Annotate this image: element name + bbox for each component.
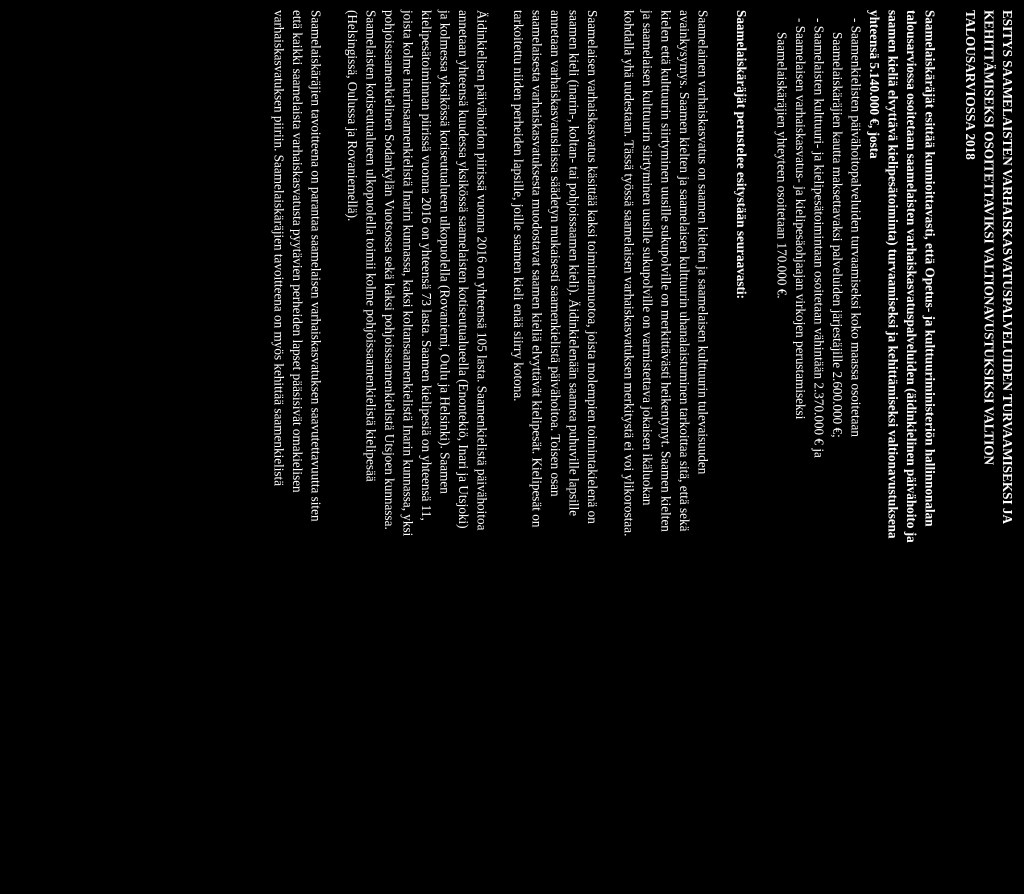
title-line: TALOUSARVIOSSA 2018	[963, 10, 978, 160]
paragraph-line: Äidinkielisen päivähoidon piirissä vuonna 2016 on yhteensä 105 lasta. Saamenkielistä päivähoitoa	[474, 10, 490, 531]
title-line: KEHITTÄMISEKSI OSOITETTAVIKSI VALTIONAVUSTUKSIKSI VALTION	[981, 10, 997, 466]
proposal-line: Saamelaiskäräjät esittää kunnioittavasti, että Opetus- ja kulttuuriministeriön hallinnonalan	[922, 10, 938, 527]
paragraph-line: kielipesätoiminnan piirissä vuonna 2016 on yhteensä 73 lasta. Saamen kielipesiä on yhteensä 11,	[419, 10, 434, 521]
paragraph-line: ja kolmessa yksikössä kotiseutualueen ulkopuolella (Rovaniemi, Oulu ja Helsinki). Saamen	[437, 10, 453, 494]
paragraph-line: annetaan yhteensä kuudessa yksikössä saamelaisten kotiseutualueella (Enontekiö, Inari ja Utsjoki)	[456, 10, 471, 529]
paragraph-line: että kaikki saamelaista varhaiskasvatusta pyytävien perheiden lapset pääsisivät omakielisen	[290, 10, 305, 493]
title-line: ESITYS SAAMELAISTEN VARHAISKASVATUSPALVELUIDEN TURVAAMISEKSI JA	[1000, 10, 1015, 525]
list-item-line: - Saamelaisen varhaiskasvatus- ja kielipesäohjaajan virkojen perustamiseksi	[793, 18, 808, 420]
allocation-list	[772, 10, 865, 890]
paragraph-line: pohjoissaamenkielinen Sodankylän Vuotsossa sekä kaksi pohjoissaamenkielistä Utsjoen kunnassa.	[382, 10, 397, 530]
proposal-line: talousarviossa osoitetaan saamelaisten varhaiskasvatuspalveluiden (äidinkielinen päivähoito ja	[904, 10, 919, 543]
proposal-line: yhteensä 5.140.000 €, josta	[867, 10, 882, 159]
proposal-line: saamen kieliä elvyttävä kielipesätoiminta) turvaamiseksi ja kehittämiseksi valtionavustuksena	[885, 10, 901, 539]
heading-line: Saamelaiskäräjät perustelee esitystään seuraavasti:	[734, 10, 749, 299]
paragraph-line: ja saamelaisen kulttuurin siirtyminen uusille sukupolville on varmistettava jokaisen ikäluokan	[640, 10, 655, 506]
paragraph-line: varhaiskasvatuksen piiriin. Saamelaiskäräjien tavoitteena on myös kehittää saamenkielistä	[271, 10, 287, 487]
paragraph-line: saamelaisesta varhaiskasvatuksesta muodostavat saamen kieliä elvyttävät kielipesät. Kielipesät on	[529, 10, 545, 528]
section-heading	[732, 10, 751, 890]
paragraph-line: avainkysymys. Saamen kielten ja saamelaisen kulttuurin uhanalaistuminen tarkoittaa sitä, että sekä	[677, 10, 692, 532]
paragraph-line: Saamelainen varhaiskasvatus on saamen kielten ja saamelaisen kulttuurin tulevaisuuden	[695, 10, 711, 475]
list-item-line: Saamelaiskäräjien kautta maksettavaksi palveluiden järjestäjille 2.600.000 €;	[830, 32, 845, 438]
body-paragraphs	[269, 10, 712, 890]
list-item-line: - Saamenkielisten päivähoitopalveluiden turvaamiseksi koko maassa osoitetaan	[848, 18, 864, 437]
paragraph-line: tarkoitettu niiden perheiden lapsille, joille saamen kieli enää siirry kotona.	[511, 10, 526, 402]
paragraph-line: annetaan varhaiskasvatuslaissa säädetyn mukaisesti saamenkielistä päivähoitoa. Toisen osan	[548, 10, 563, 497]
paragraph-line: (Helsingissä, Oulussa ja Rovaniemellä).	[345, 10, 360, 222]
paragraph-line: kohdalla yhä uudestaan. Tässä työssä saamelaisen varhaiskasvatuksen merkitystä ei voi ylikorostaa.	[621, 10, 637, 537]
proposal-paragraph	[865, 10, 939, 890]
paragraph-line: saamen kieli (inarin-, koltan- tai pohjoissaamen kieli). Äidinkielenään saamea puhuville lapsille	[566, 10, 582, 517]
paragraph-line: Saamelaisen varhaiskasvatus käsittää kaksi toimintamuotoa, joista molempien toimintakielenä on	[585, 10, 600, 524]
paragraph-line: Saamelaiskäräjien tavoitteena on parantaa saamelaisen varhaiskasvatuksen saavutettavuutta siten	[308, 10, 324, 522]
list-item-line: Saamelaiskäräjien yhteyteen osoitetaan 170.000 €.	[774, 32, 790, 299]
document-title	[961, 10, 1017, 890]
paragraph-line: Saamelaisten kotiseutualueen ulkopuolella toimii kolme pohjoissaamenkielistä kielipesää	[363, 10, 379, 482]
paragraph-line: joista kolme inarinsaamenkielistä Inarin kunnassa, kaksi koltansaamenkielistä Inarin kunnassa, yksi	[400, 10, 416, 537]
paragraph-line: kielen että kulttuurin siirtyminen uusille sukupolville on merkittävästi heikentynyt. Saamen kielten	[658, 10, 674, 532]
list-item-line: - Saamelaisten kulttuuri- ja kielipesätoimintaan osoitetaan vähintään 2.370.000 € ja	[811, 18, 827, 458]
